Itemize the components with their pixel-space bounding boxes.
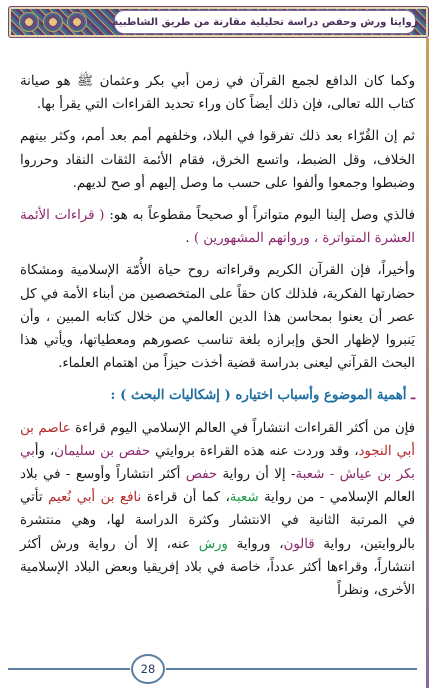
highlighted-text-run: نافع بن أبي نُعيم [48, 490, 142, 506]
paragraph [20, 417, 415, 603]
text-run: ثم إن القُرّاء بعد ذلك تفرقوا في البلاد، وخلفهم أمم بعد أمم، وكثر بينهم الخلاف، وقل الضبط، واتسع الخرق، فقام الأئمة الثقات النقاد وحرروا وضبطوا وجمعوا وألفوا على حسب ما وصل إليهم أو صح لديهم. [20, 129, 415, 191]
text-run: ، وقد وردت عنه هذه القراءة بروايتي [150, 443, 359, 459]
ornament-icon [43, 12, 63, 32]
highlighted-text-run: عاصم بن أبي النجود [20, 420, 416, 459]
highlighted-text-run: حفص [185, 467, 218, 483]
text-run: تأتي في المرتبة الثانية في الانتشار وكثرة الدراسة لها، وهي منتشرة بالروايتين، رواية [20, 490, 415, 552]
text-run: ، وأ [34, 443, 55, 459]
footer [0, 658, 437, 698]
text-run: . [185, 231, 194, 247]
text-run: أكثر انتشاراً وأوسع - في بلاد العالم الإسلامي - من رواية [20, 467, 415, 506]
text-run: عنه، إلا أن رواية ورش أكثر انتشاراً، وقراءها أكثر عدداً، خاصة في بلاد إفريقيا وبعض البلاد الإسلامية الأخرى، ونظراً [20, 536, 415, 599]
body-text [20, 70, 415, 611]
text-run: ، ورواية [227, 536, 284, 552]
header-title-box [114, 10, 416, 34]
ornament-icon [67, 12, 87, 32]
ornament-icon [19, 12, 39, 32]
section-heading [20, 384, 415, 407]
text-run: ، كما أن قراءة [141, 490, 230, 506]
page-number-badge [130, 654, 166, 684]
text-run: فالذي وصل إلينا اليوم متواتراً أو صحيحاً مقطوعاً به هو: [104, 208, 415, 224]
footer-rule-right [166, 668, 417, 670]
running-title: روايتا ورش وحفص دراسة تحليلية مقارنة من طريق الشاطبية [112, 16, 418, 28]
text-run: وأخيراً، فإن القرآن الكريم وقراءاته روح حياة الأُمّة الإسلامية ومشكاة حضارتها الفكرية، فلذلك كان حقاً على المتخصصين من أبناء الأمة في كل عصر أن يعنوا بمحاسن هذا الدين العالمي من خلال كتابه المبين ، وأن يَنبروا لإظهار الحق وإبرازه بلغة تناسب عصورهم ومعطياتها، ويأتي هذا البحث القرآني ليعنى بدراسة قضية أخذت حيزاً من اهتمام العلماء. [20, 263, 415, 372]
text-run: وكما كان الدافع لجمع القرآن في زمن أبي بكر وعثمان ﷺ هو صيانة كتاب الله تعالى، فإن ذلك أيضاً كان وراء تحديد القراءات التي يقرأ بها. [20, 74, 415, 113]
highlighted-text-run: أهمية الموضوع وأسباب اختياره ( إشكاليات البحث ) : [110, 388, 407, 404]
paragraph [20, 259, 415, 375]
highlighted-text-run: شعبة [229, 490, 259, 506]
page-number: 28 [131, 654, 165, 684]
paragraph [20, 70, 415, 116]
footer-rule-left [8, 668, 130, 670]
text-run: فإن من أكثر القراءات انتشاراً في العالم الإسلامي اليوم قراءة [70, 420, 415, 436]
highlighted-text-run: قالون [283, 536, 315, 552]
header-band [8, 6, 429, 38]
highlighted-text-run: ( قراءات الأئمة العشرة المتواترة ، ورواتهم المشهورين ) [20, 208, 415, 247]
highlighted-text-run: حفص بن سليمان [54, 443, 151, 459]
side-decorative-rule [426, 38, 429, 688]
header-ornament [19, 12, 99, 32]
paragraph [20, 125, 415, 195]
highlighted-text-run: ـ [406, 388, 415, 404]
highlighted-text-run: بي بكر بن عياش - شعبة [20, 443, 415, 483]
highlighted-text-run: ورش [198, 536, 228, 552]
text-run: - إلا أن رواية [217, 467, 296, 483]
paragraph [20, 204, 415, 250]
